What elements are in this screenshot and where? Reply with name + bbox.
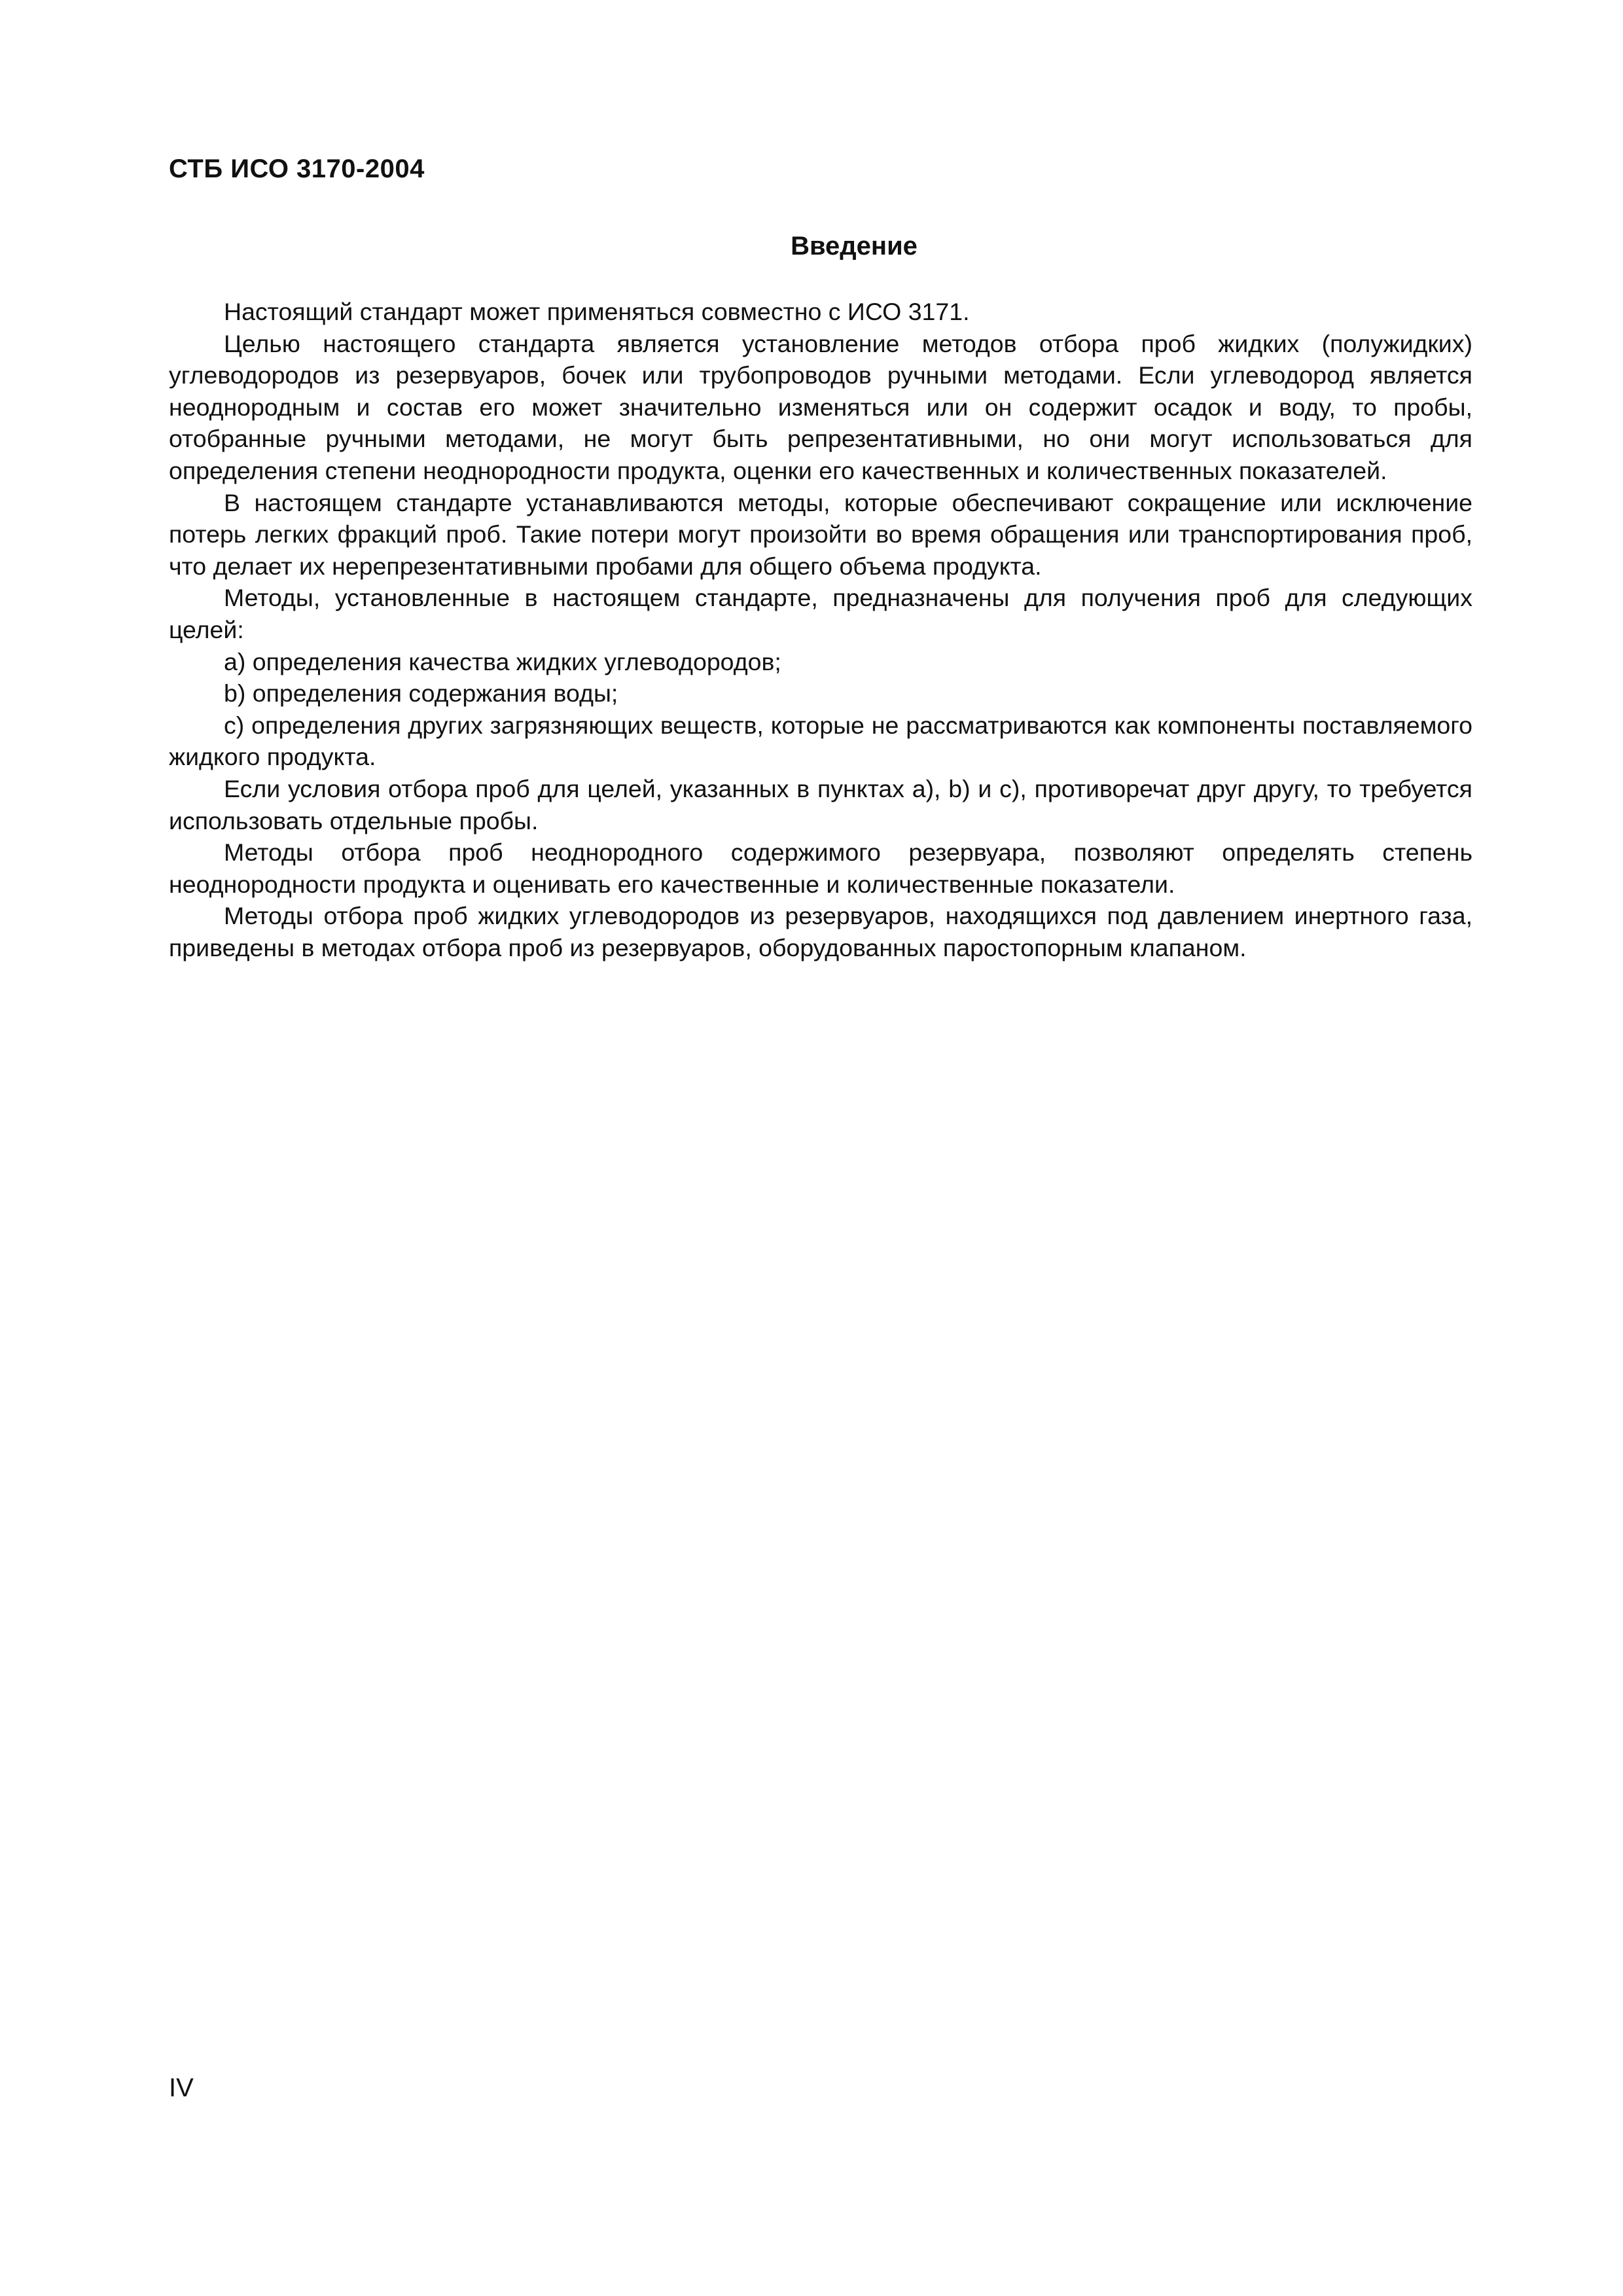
paragraph: Методы отбора проб жидких углеводородов из резервуаров, находящихся под давлением инертного газа, приведены в методах отбора проб из резервуаров, оборудованных паростопорным клапаном. bbox=[169, 902, 1472, 961]
page-number: IV bbox=[169, 2073, 194, 2102]
paragraph: Настоящий стандарт может применяться совместно с ИСО 3171. bbox=[224, 298, 970, 325]
list-item: c) определения других загрязняющих веществ, которые не рассматриваются как компоненты поставляемого жидкого продукта. bbox=[169, 711, 1472, 771]
paragraph: В настоящем стандарте устанавливаются методы, которые обеспечивают сокращение или исключение потерь легких фракций проб. Такие потери могут произойти во время обращения или транспортирования проб, что делает их нерепрезентативными пробами для общего объема продукта. bbox=[169, 488, 1472, 580]
paragraph: Целью настоящего стандарта является установление методов отбора проб жидких (полужидких) углеводородов из резервуаров, бочек или трубопроводов ручными методами. Если углеводород является неоднородным и состав его может значительно изменяться или он содержит осадок и воду, то пробы, отобранные ручными методами, не могут быть репрезентативными, но они могут использоваться для определения степени неоднородности продукта, оценки его качественных и количественных показателей. bbox=[169, 329, 1472, 484]
paragraph: Методы, установленные в настоящем стандарте, предназначены для получения проб для следующих целей: bbox=[169, 584, 1472, 643]
list-item: b) определения содержания воды; bbox=[224, 679, 618, 708]
paragraph: Методы отбора проб неоднородного содержимого резервуара, позволяют определять степень неоднородности продукта и оценивать его качественные и количественные показатели. bbox=[169, 838, 1472, 898]
list-item: a) определения качества жидких углеводородов; bbox=[224, 647, 781, 675]
document-header-standard-id: СТБ ИСО 3170-2004 bbox=[169, 154, 425, 183]
section-title: Введение bbox=[791, 232, 918, 260]
paragraph: Если условия отбора проб для целей, указанных в пунктах a), b) и c), противоречат друг другу, то требуется использовать отдельные пробы. bbox=[169, 774, 1472, 834]
introduction-body bbox=[169, 296, 1472, 963]
